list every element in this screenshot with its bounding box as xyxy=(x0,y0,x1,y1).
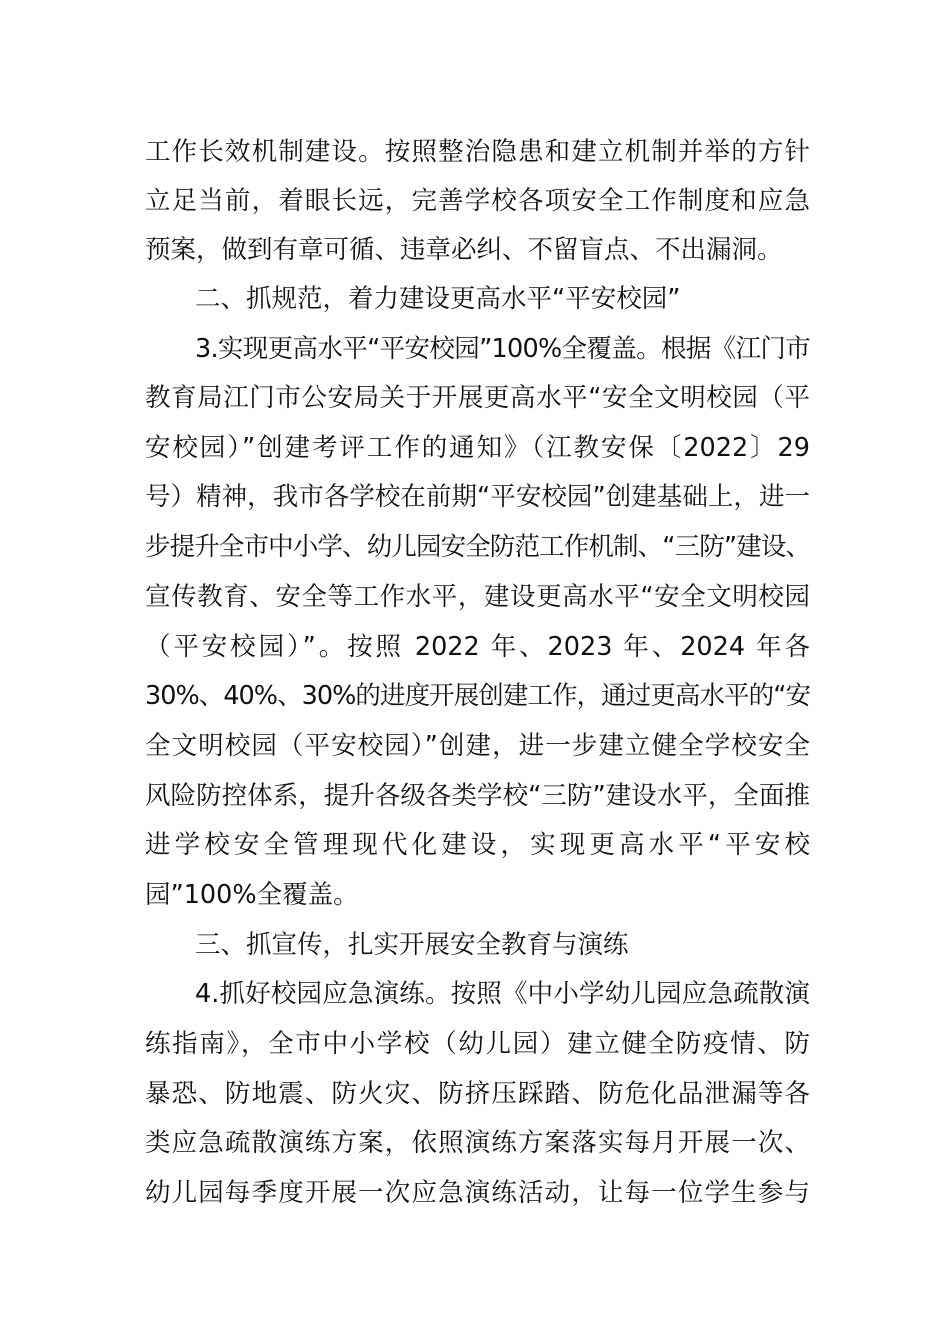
paragraph-line: 30%、40%、30%的进度开展创建工作，通过更高水平的“安 xyxy=(145,681,810,711)
section-heading: 二、抓规范，着力建设更高水平“平安校园” xyxy=(195,284,681,314)
paragraph-line: 进学校安全管理现代化建设，实现更高水平“平安校 xyxy=(145,830,810,860)
paragraph-line: 3.实现更高水平“平安校园”100%全覆盖。根据《江门市 xyxy=(195,334,810,364)
paragraph-line: 工作长效机制建设。按照整治隐患和建立机制并举的方针 xyxy=(145,137,810,167)
paragraph-line: 幼儿园每季度开展一次应急演练活动，让每一位学生参与 xyxy=(145,1178,810,1208)
paragraph-line: 类应急疏散演练方案，依照演练方案落实每月开展一次、 xyxy=(145,1128,810,1158)
paragraph-line: 预案，做到有章可循、违章必纠、不留盲点、不出漏洞。 xyxy=(145,235,783,265)
paragraph-line: 4.抓好校园应急演练。按照《中小学幼儿园应急疏散演 xyxy=(195,979,810,1009)
paragraph-line: 宣传教育、安全等工作水平，建设更高水平“安全文明校园 xyxy=(145,582,810,612)
paragraph-line: 全文明校园（平安校园）”创建，进一步建立健全学校安全 xyxy=(145,731,810,761)
paragraph-line: 暴恐、防地震、防火灾、防挤压踩踏、防危化品泄漏等各 xyxy=(145,1079,810,1109)
paragraph-line: 号）精神，我市各学校在前期“平安校园”创建基础上，进一 xyxy=(145,482,810,512)
section-heading: 三、抓宣传，扎实开展安全教育与演练 xyxy=(195,930,629,960)
paragraph-line: 园”100%全覆盖。 xyxy=(145,880,359,910)
paragraph-line: 立足当前，着眼长远，完善学校各项安全工作制度和应急 xyxy=(145,186,810,216)
paragraph-line: 风险防控体系，提升各级各类学校“三防”建设水平，全面推 xyxy=(145,781,810,811)
paragraph-line: 练指南》，全市中小学校（幼儿园）建立健全防疫情、防 xyxy=(145,1029,810,1059)
paragraph-line: 步提升全市中小学、幼儿园安全防范工作机制、“三防”建设、 xyxy=(145,532,810,562)
paragraph-line: 安校园）”创建考评工作的通知》（江教安保〔2022〕29 xyxy=(145,433,810,463)
paragraph-line: （平安校园）”。按照 2022 年、2023 年、2024 年各 xyxy=(145,632,810,662)
paragraph-line: 教育局江门市公安局关于开展更高水平“安全文明校园（平 xyxy=(145,383,810,413)
